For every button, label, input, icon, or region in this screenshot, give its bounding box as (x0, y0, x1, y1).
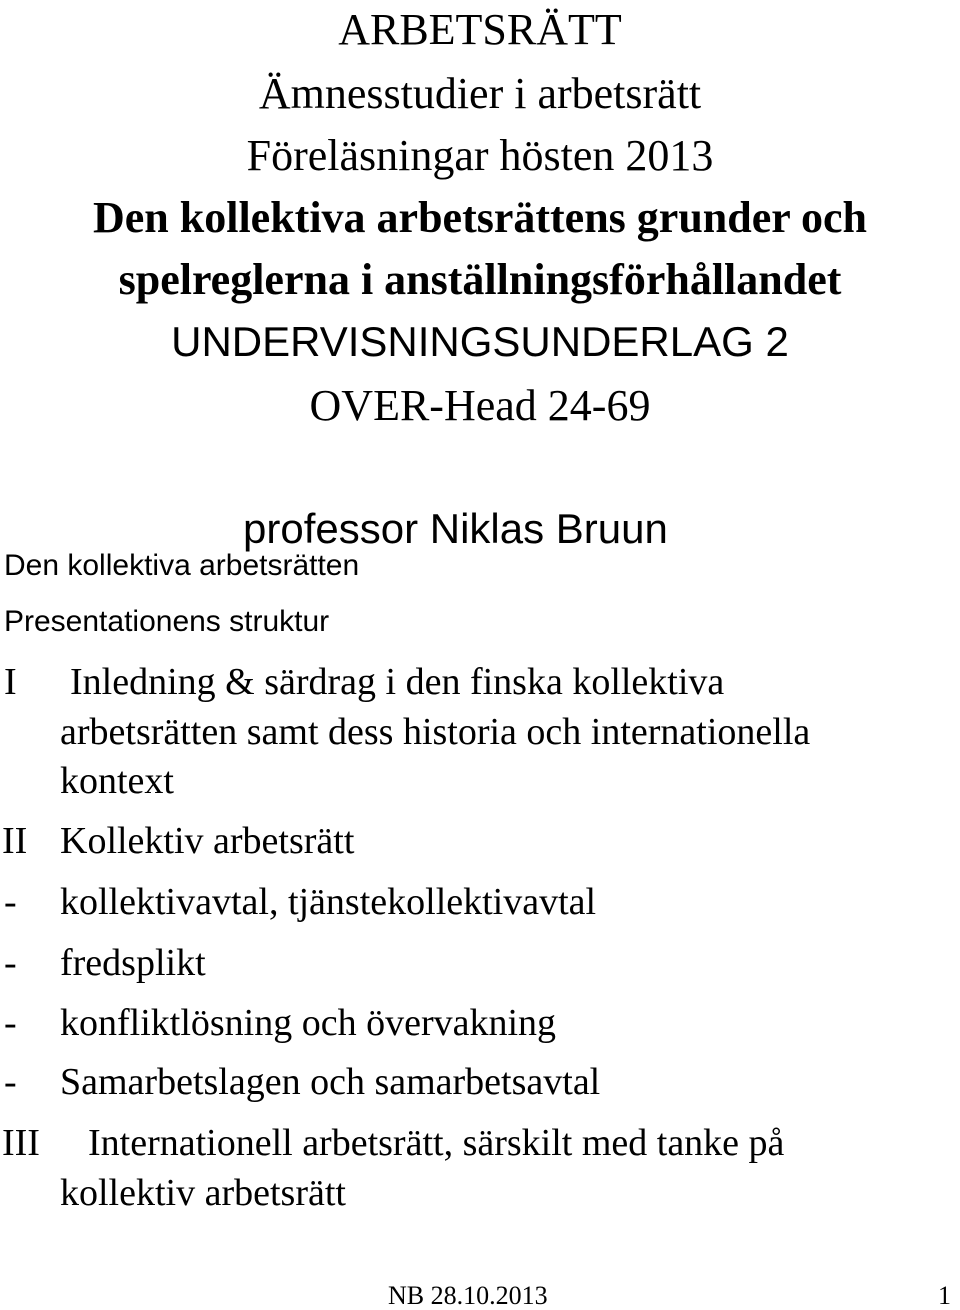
item-marker: - (4, 942, 17, 984)
item-marker: I (4, 661, 17, 703)
page-number: 1 (938, 1281, 951, 1310)
semester-line: Föreläsningar hösten 2013 (246, 131, 714, 180)
topic-line-1: Den kollektiva arbetsrättens grunder och (92, 193, 868, 242)
slide-subheading: Presentationens struktur (4, 605, 330, 638)
overhead-line: OVER-Head 24-69 (309, 381, 651, 430)
item-text: kontext (60, 760, 174, 802)
item-marker: II (2, 820, 28, 862)
item-marker: - (4, 881, 17, 923)
item-text: konfliktlösning och övervakning (60, 1002, 557, 1044)
item-marker: - (4, 1061, 17, 1103)
item-text: Kollektiv arbetsrätt (60, 820, 355, 862)
item-text: fredsplikt (60, 942, 206, 984)
item-marker: III (2, 1122, 40, 1164)
item-text: kollektivavtal, tjänstekollektivavtal (60, 881, 597, 923)
course-name: Ämnesstudier i arbetsrätt (258, 69, 702, 118)
item-text: arbetsrätten samt dess historia och internationella (60, 711, 811, 753)
item-text: Inledning & särdrag i den finska kollektiva (70, 661, 725, 703)
slide-heading: Den kollektiva arbetsrätten (4, 549, 360, 582)
document-title: ARBETSRÄTT (338, 5, 622, 54)
topic-line-2: spelreglerna i anställningsförhållandet (118, 255, 842, 304)
item-text: Internationell arbetsrätt, särskilt med tanke på (88, 1122, 785, 1164)
author-line: professor Niklas Bruun (243, 505, 668, 552)
item-marker: - (4, 1002, 17, 1044)
footer-stamp: NB 28.10.2013 (388, 1281, 548, 1310)
material-line: UNDERVISNINGSUNDERLAG 2 (171, 318, 789, 365)
item-text: Samarbetslagen och samarbetsavtal (60, 1061, 601, 1103)
item-text: kollektiv arbetsrätt (60, 1172, 346, 1214)
